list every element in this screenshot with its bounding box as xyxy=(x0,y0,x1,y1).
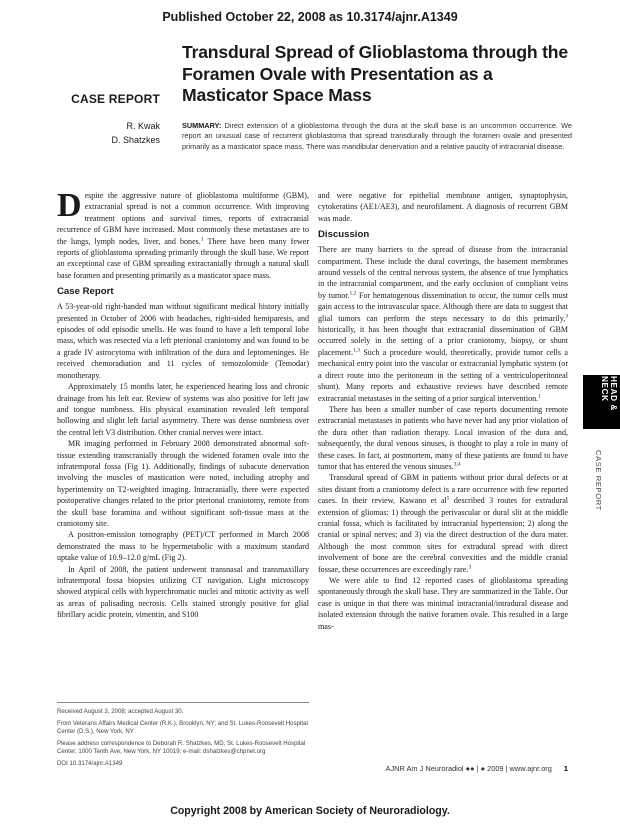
case-paragraph: and were negative for epithelial membrane antigen, synaptophysin, cytokeratins (AE1/AE3), and neurofilament. A diagnosis of recurrent GBM was made. xyxy=(318,191,568,223)
footnote-rule xyxy=(57,702,309,703)
citation-ref: 1,3 xyxy=(353,347,360,354)
citation-ref: 3,4 xyxy=(453,461,461,468)
page-number: 1 xyxy=(563,764,568,773)
citation-ref: 1,2 xyxy=(349,290,357,297)
case-paragraph: Approximately 15 months later, he experienced hearing loss and chronic drainage from his left ear. Review of systems was also positive for left jaw and tongue numbness. His physical examination revealed left temporal hollowing and slight left facial asymmetry. There was dense numbness over the central left V3 distribution. Other cranial nerves were intact. xyxy=(57,382,309,437)
discussion-text: historically, it has been thought that extracranial dissemination of GBM occurred solely in the setting of a prior craniotomy, biopsy, or shunt placement. xyxy=(318,325,568,357)
citation-ref: 3 xyxy=(468,563,472,570)
citation-ref: 1 xyxy=(538,392,541,399)
journal-footer xyxy=(318,764,568,773)
discussion-heading: Discussion xyxy=(318,229,370,241)
discussion-text: Transdural spread of GBM in patients without prior dural defects or at sites distant from a craniotomy defect is a rare occurrence with few reported cases. In their review, Kawano et al xyxy=(318,473,568,506)
author-list xyxy=(70,120,160,147)
doi-note: DOI 10.3174/ajnr.A1349 xyxy=(57,759,123,767)
footnotes xyxy=(57,708,309,772)
summary xyxy=(182,121,572,152)
citation-ref: 5 xyxy=(446,495,450,502)
body-column-right xyxy=(318,190,568,632)
discussion-text: described 3 routes for extradural extension of gliomas: 1) through the perivascular or dural slit at the middle cranial fossa, which is facilitated by intracranial hypertension; 2) along the cranial or spinal nerves; and 3) via the direct destruction of the dura mater. Although the most common sites for extradural spread with direct involvement of bone are the cerebral convexities and the middle cranial fossae, these occurrences are exceedingly rare. xyxy=(318,496,569,574)
received-note: Received August 3, 2008; accepted August 30. xyxy=(57,708,184,715)
case-paragraph: A 53-year-old right-handed man without significant medical history initially presented in October of 2006 with headaches, right-sided hemiparesis, and episodes of odd episodic smells. He was found to have a left temporal lobe mass, which was resected via a left pterional craniotomy and was found to be a grade IV astrocytoma with infiltration of the dura and leptomeninges. He received chemoradiation and 11 cycles of temozolomide (Temodar) monotherapy. xyxy=(57,302,309,380)
intro-paragraph xyxy=(57,187,309,281)
affiliation-note: From Veterans Affairs Medical Center (R.K.), Brooklyn, NY; and St. Lukes-Roosevelt Hospital Center (D.S.), New York, NY. xyxy=(57,719,308,736)
copyright-line: Copyright 2008 by American Society of Neuroradiology. xyxy=(170,805,450,817)
journal-citation: AJNR Am J Neuroradiol ●● | ● 2009 | www.ajnr.org xyxy=(385,764,552,773)
summary-text: Direct extension of a glioblastoma through the dura at the skull base is an uncommon occurrence. We report an unusual case of recurrent glioblastoma that spread transdurally through the foramen ovale and presented primarily as a masticator space mass. There was mandibular denervation and a relative paucity of intracranial disease. xyxy=(182,121,572,151)
summary-label: SUMMARY: xyxy=(182,121,222,130)
citation-ref: 3 xyxy=(565,312,568,319)
discussion-paragraph xyxy=(318,472,568,575)
author-name: D. Shatzkes xyxy=(111,134,160,145)
case-report-heading: Case Report xyxy=(57,286,114,298)
discussion-text: There are many barriers to the spread of disease from the intracranial compartment. These include the dural coverings, the basement membranes around vessels of the central nervous system, the absence of true lymphatics in the intracranial compartment, and the early occlusion of compliant veins by tumor. xyxy=(318,245,568,300)
side-section-label: CASE REPORT xyxy=(594,449,603,511)
intro-text-cont: There have been many fewer reports of glioblastoma spreading primarily through the skull base. We report an exceptional case of GBM spreading extracranially through a natural skull base foramen and presenting primarily as a masticator space mass. xyxy=(57,236,309,280)
article-title: Transdural Spread of Glioblastoma through the Foramen Ovale with Presentation as a Masticator Space Mass xyxy=(182,42,568,105)
author-name: R. Kwak xyxy=(126,121,160,131)
published-banner: Published October 22, 2008 as 10.3174/ajnr.A1349 xyxy=(162,10,458,24)
case-paragraph: In April of 2008, the patient underwent transnasal and transmaxillary infratemporal fossa biopsies utilizing CT navigation. Light microscopy showed atypical cells with hyperchromatic nuclei and mitotic activity as well as areas of palisading necrosis. Cells stained strongly positive for glial fibrillary acidic protein, vimentin, and S100 xyxy=(57,564,309,620)
discussion-paragraph xyxy=(318,244,568,404)
discussion-text: Such a procedure would, theoretically, provide tumor cells a mechanical entry point into the vascular or extracranial lymphatic system (or a direct route into the peritoneum in the setting of a ventriculoperitoneal shunt). Many reports and exhaustive reviews have described remote extracranial metastases in the setting of a prior surgical intervention. xyxy=(318,347,568,403)
intro-text: espite the aggressive nature of glioblastoma multiforme (GBM), extracranial spread is not a common occurrence. With improving treatment options and survival times, reports of extracranial recurrence of GBM have increased. Most commonly these metastases are to the lungs, lymph nodes, liver, and bones. xyxy=(57,191,309,246)
discussion-text: For hematogenous dissemination to occur, the tumor cells must gain access to the intravascular space. Although there are data to suggest that glial tumors can perform the steps necessary to do this primarily, xyxy=(318,290,569,323)
citation-ref: 1 xyxy=(200,235,204,242)
section-label: CASE REPORT xyxy=(71,92,160,106)
correspondence-note: Please address correspondence to Deborah R. Shatzkes, MD, St. Lukes-Roosevelt Hospital Center, 1000 Tenth Ave, New York, NY 10019; e-mail: dshatzkes@chpnet.org xyxy=(57,739,306,756)
case-paragraph: MR imaging performed in February 2008 demonstrated abnormal soft-tissue extending transcranially through the widened foramen ovale into the infratemporal fossa (Fig 1). Additionally, findings of subacute denervation involving the muscles of mastication were noted, including atrophy and hyperintensity on T2-weighted imaging. Intracranially, there were expected postoperative changes related to the prior pterional craniotomy, remote from the skull base foramina and without significant soft-tissue mass at the craniotomy site. xyxy=(57,439,309,528)
side-tab-label: HEAD & NECK xyxy=(600,376,618,411)
discussion-text: There has been a smaller number of case reports documenting remote extracranial metastases in patients who have never had any prior violation of the dura other than radiation therapy. Local invasion of the dura and, subsequently, the dural venous sinuses, is thought to play a role in many of these cases. In fact, at postmortem, many of these patients are found to have tumor that has entered the venous sinuses. xyxy=(318,404,568,471)
body-column-left xyxy=(57,187,309,621)
case-paragraph: A positron-emission tomography (PET)/CT performed in March 2008 demonstrated the mass to be hypermetabolic with a maximum standard uptake value of 10.9–12.0 g/mL (Fig 2). xyxy=(57,530,309,563)
discussion-paragraph xyxy=(318,404,568,472)
drop-cap: D xyxy=(57,187,82,224)
discussion-paragraph: We were able to find 12 reported cases of glioblastoma spreading spontaneously through the skull base. They are summarized in the Table. Our case is unique in that there was minimal intracranial/intradural disease and isolated extension through the native foramen ovale. This resulted in a large mas- xyxy=(318,576,568,631)
